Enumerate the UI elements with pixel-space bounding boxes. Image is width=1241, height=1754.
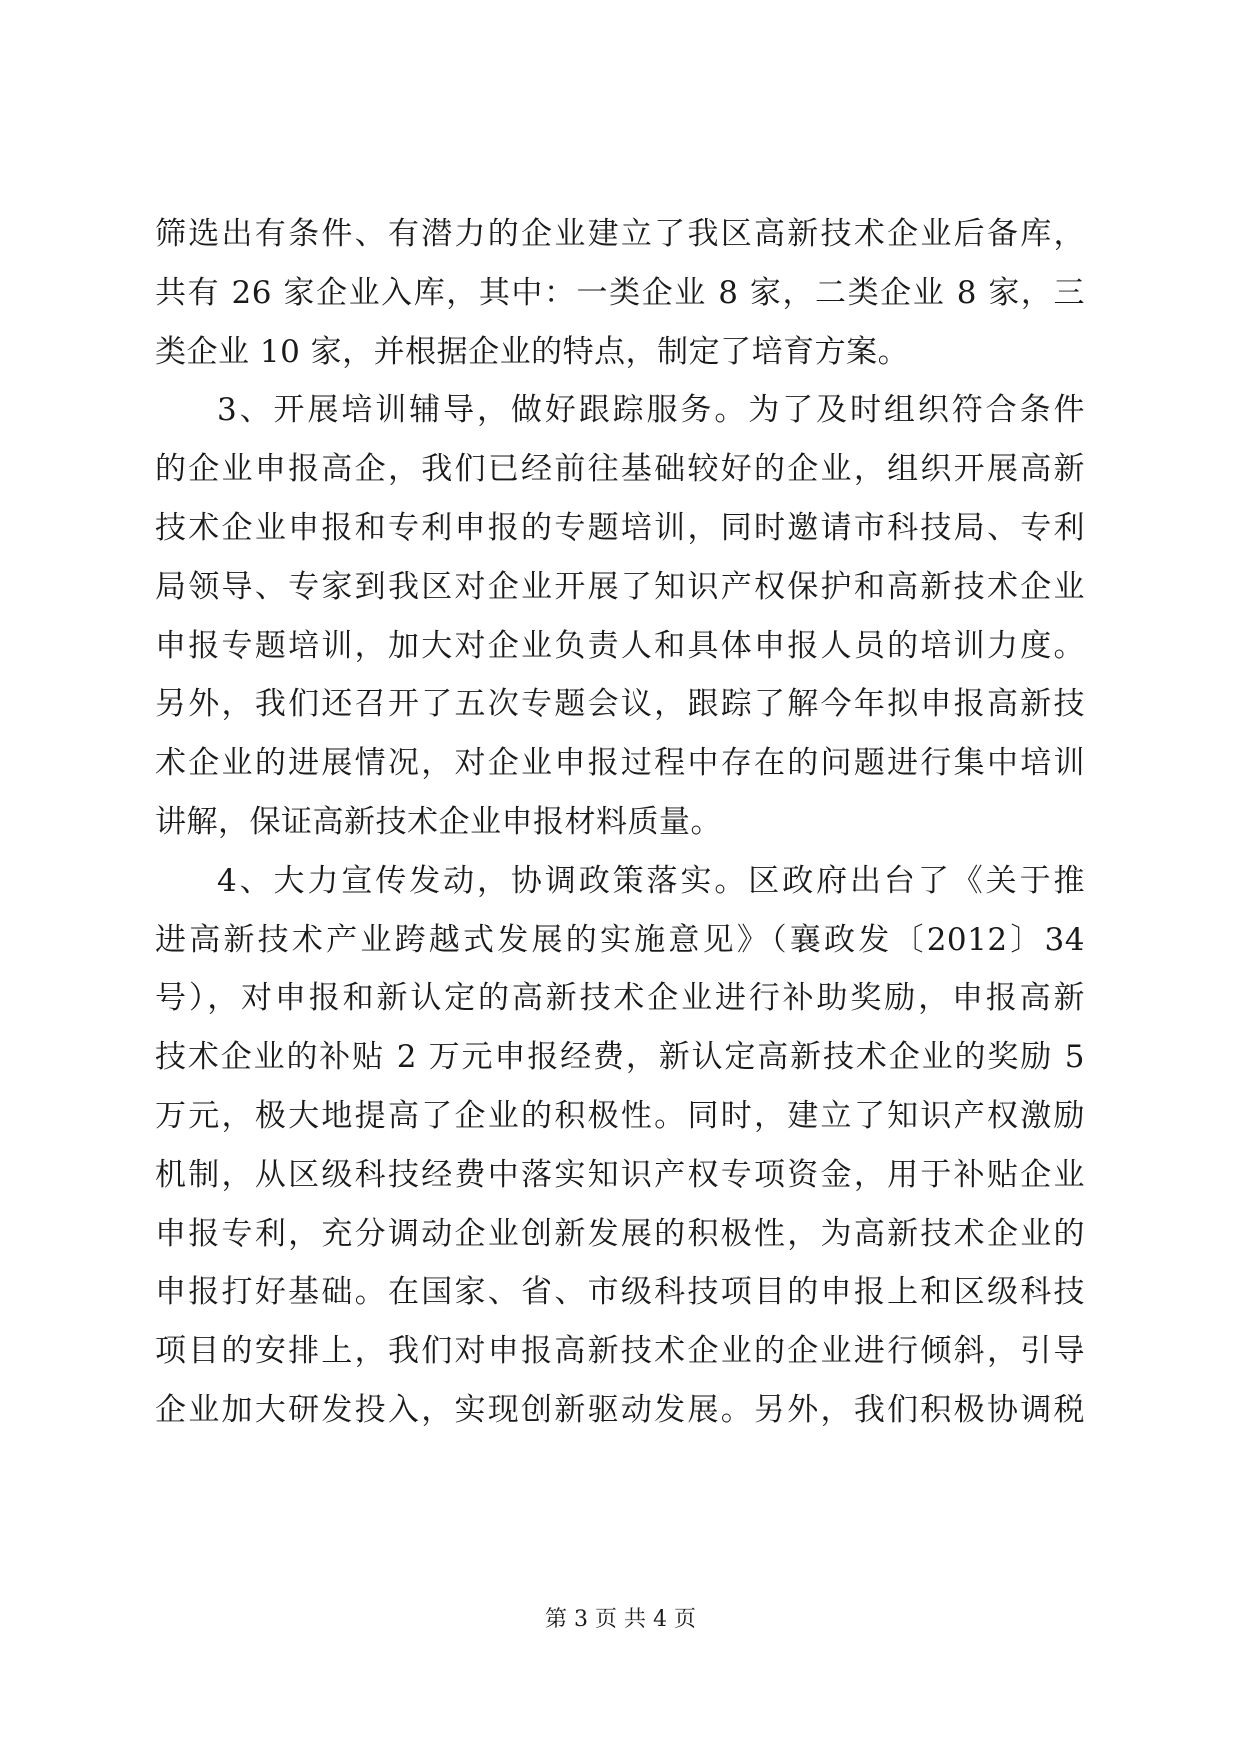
text-line: 讲解，保证高新技术企业申报材料质量。 — [155, 803, 722, 840]
text-line: 机制，从区级科技经费中落实知识产权专项资金，用于补贴企业 — [155, 1156, 1085, 1193]
text-line: 申报专利，充分调动企业创新发展的积极性，为高新技术企业的 — [155, 1215, 1085, 1252]
text-line: 共有 26 家企业入库，其中：一类企业 8 家，二类企业 8 家，三 — [155, 274, 1085, 311]
text-line: 局领导、专家到我区对企业开展了知识产权保护和高新技术企业 — [155, 568, 1085, 605]
text-line: 申报专题培训，加大对企业负责人和具体申报人员的培训力度。 — [155, 627, 1085, 664]
page-number-footer: 第 3 页 共 4 页 — [545, 1607, 696, 1632]
text-line: 类企业 10 家，并根据企业的特点，制定了培育方案。 — [155, 333, 910, 370]
text-line: 技术企业申报和专利申报的专题培训，同时邀请市科技局、专利 — [155, 509, 1085, 546]
text-line: 项目的安排上，我们对申报高新技术企业的企业进行倾斜，引导 — [155, 1333, 1085, 1370]
document-body — [155, 205, 1085, 1440]
text-line: 另外，我们还召开了五次专题会议，跟踪了解今年拟申报高新技 — [155, 686, 1085, 723]
text-line: 4、大力宣传发动，协调政策落实。区政府出台了《关于推 — [217, 862, 1085, 899]
paragraph-3 — [155, 852, 1085, 1440]
paragraph-2 — [155, 381, 1085, 851]
text-line: 企业加大研发投入，实现创新驱动发展。另外，我们积极协调税 — [155, 1391, 1085, 1428]
text-line: 的企业申报高企，我们已经前往基础较好的企业，组织开展高新 — [155, 451, 1085, 488]
text-line: 申报打好基础。在国家、省、市级科技项目的申报上和区级科技 — [155, 1274, 1085, 1311]
text-line: 号），对申报和新认定的高新技术企业进行补助奖励，申报高新 — [155, 980, 1085, 1017]
text-line: 筛选出有条件、有潜力的企业建立了我区高新技术企业后备库， — [155, 216, 1085, 252]
text-line: 万元，极大地提高了企业的积极性。同时，建立了知识产权激励 — [155, 1097, 1085, 1134]
paragraph-1 — [155, 205, 1085, 381]
text-line: 3、开展培训辅导，做好跟踪服务。为了及时组织符合条件 — [217, 392, 1085, 429]
text-line: 术企业的进展情况，对企业申报过程中存在的问题进行集中培训 — [155, 745, 1085, 782]
text-line: 进高新技术产业跨越式发展的实施意见》（襄政发〔2012〕34 — [155, 921, 1085, 958]
text-line: 技术企业的补贴 2 万元申报经费，新认定高新技术企业的奖励 5 — [155, 1039, 1085, 1076]
